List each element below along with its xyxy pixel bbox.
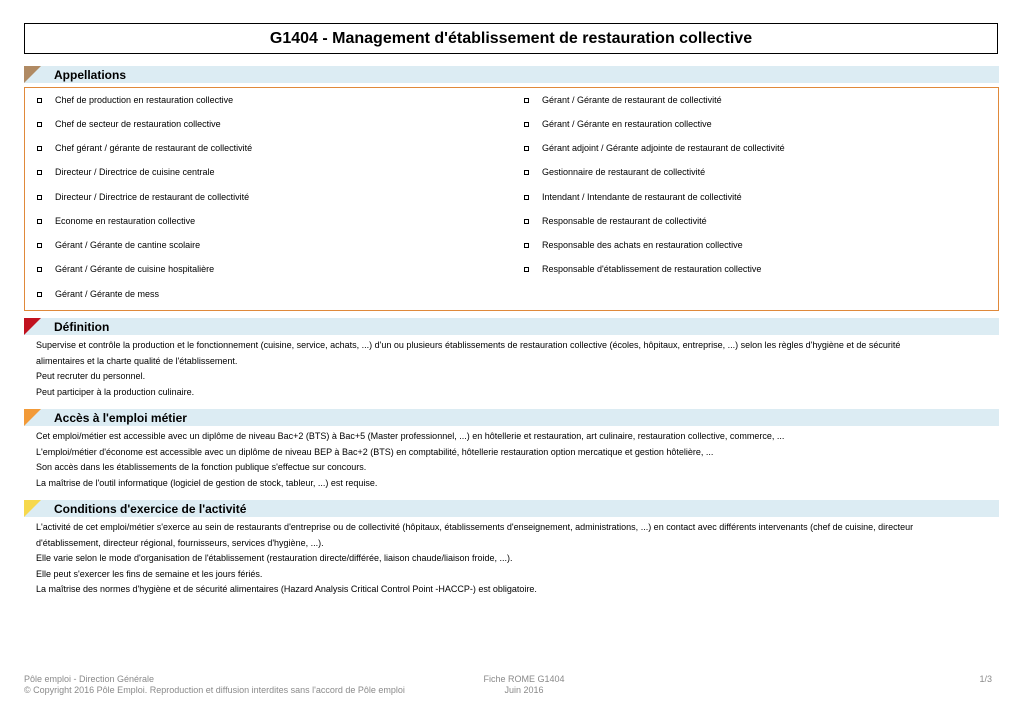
- checkbox-icon: [37, 267, 42, 272]
- checkbox-icon: [37, 170, 42, 175]
- list-item: [522, 190, 742, 204]
- section-flag-icon: [24, 318, 41, 335]
- list-item: [35, 165, 215, 179]
- appellation-label: Chef de secteur de restauration collective: [55, 119, 221, 129]
- list-item: [522, 165, 705, 179]
- text-line: d'établissement, directeur régional, fournisseurs, services d'hygiène, ...).: [36, 537, 324, 548]
- checkbox-icon: [524, 122, 529, 127]
- text-line: Elle varie selon le mode d'organisation de l'établissement (restauration directe/différée, liaison chaude/liaison froide, ...).: [36, 553, 513, 563]
- checkbox-icon: [524, 98, 529, 103]
- appellation-label: Directeur / Directrice de restaurant de collectivité: [55, 192, 250, 202]
- checkbox-icon: [37, 195, 42, 200]
- appellation-label: Gérant adjoint / Gérante adjointe de restaurant de collectivité: [542, 143, 785, 153]
- appellation-label: Responsable des achats en restauration collective: [542, 240, 743, 250]
- appellation-label: Gérant / Gérante de restaurant de collectivité: [542, 95, 722, 105]
- text-line: L'activité de cet emploi/métier s'exerce au sein de restaurants d'entreprise ou de collectivité (hôpitaux, établissements d'enseignement, administrations, ...) en contact avec différents intervenants (chef de cuisine, directeur: [36, 522, 914, 532]
- appellation-label: Chef de production en restauration collective: [55, 95, 234, 105]
- footer-fiche: Fiche ROME G1404: [483, 674, 565, 684]
- text-line: Elle peut s'exercer les fins de semaine et les jours fériés.: [36, 568, 263, 579]
- list-item: [35, 190, 249, 204]
- section-title-conditions: Conditions d'exercice de l'activité: [54, 501, 247, 516]
- list-item: [522, 214, 707, 228]
- text-line: L'emploi/métier d'économe est accessible avec un diplôme de niveau BEP à Bac+2 (BTS) en comptabilité, hôtellerie restauration option mercatique et gestion hôtelière, ...: [36, 446, 714, 457]
- appellation-label: Responsable de restaurant de collectivité: [542, 216, 707, 226]
- text-line: Peut participer à la production culinaire.: [36, 386, 195, 397]
- list-item: [35, 93, 233, 107]
- appellations-list: [24, 87, 999, 311]
- flag-triangle: [24, 318, 41, 335]
- list-item: [522, 262, 761, 276]
- section-flag-icon: [24, 500, 41, 517]
- checkbox-icon: [37, 243, 42, 248]
- list-item: [35, 287, 159, 301]
- checkbox-icon: [37, 146, 42, 151]
- appellation-label: Gérant / Gérante de mess: [55, 289, 160, 299]
- definition-text: [36, 338, 986, 400]
- list-item: [522, 117, 712, 131]
- section-header-appellations: [24, 66, 999, 83]
- text-line: La maîtrise des normes d'hygiène et de sécurité alimentaires (Hazard Analysis Critical Control Point -HACCP-) est obligatoire.: [36, 584, 537, 594]
- flag-triangle: [24, 409, 41, 426]
- list-item: [35, 214, 195, 228]
- appellation-label: Gérant / Gérante en restauration collective: [542, 119, 712, 129]
- footer-org: Pôle emploi - Direction Générale: [24, 674, 155, 684]
- section-header-acces: [24, 409, 999, 426]
- appellation-label: Gestionnaire de restaurant de collectivité: [542, 167, 706, 177]
- appellation-label: Responsable d'établissement de restauration collective: [542, 264, 762, 274]
- list-item: [522, 141, 785, 155]
- appellation-label: Chef gérant / gérante de restaurant de collectivité: [55, 143, 253, 153]
- checkbox-icon: [37, 122, 42, 127]
- appellation-label: Econome en restauration collective: [55, 216, 196, 226]
- section-title-appellations: Appellations: [54, 67, 127, 82]
- text-line: La maîtrise de l'outil informatique (logiciel de gestion de stock, tableur, ...) est requise.: [36, 477, 378, 488]
- section-title-definition: Définition: [54, 319, 110, 334]
- footer-copyright: © Copyright 2016 Pôle Emploi. Reproduction et diffusion interdites sans l'accord de Pôle emploi: [24, 685, 405, 695]
- checkbox-icon: [524, 219, 529, 224]
- section-header-conditions: [24, 500, 999, 517]
- footer-center: [480, 674, 568, 696]
- checkbox-icon: [37, 98, 42, 103]
- text-line: Peut recruter du personnel.: [36, 371, 146, 381]
- checkbox-icon: [524, 195, 529, 200]
- acces-text: [36, 429, 986, 491]
- conditions-text: [36, 520, 986, 598]
- appellation-label: Gérant / Gérante de cuisine hospitalière: [55, 264, 215, 274]
- list-item: [522, 93, 722, 107]
- text-line: Cet emploi/métier est accessible avec un diplôme de niveau Bac+2 (BTS) à Bac+5 (Master professionnel, ...) en hôtellerie et restauration, art culinaire, restauration collective, commerce, ...: [36, 431, 785, 441]
- text-line: Supervise et contrôle la production et le fonctionnement (cuisine, service, achats, ...) d'un ou plusieurs établissements de restauration collective (écoles, hôpitaux, entreprise, ...) selon les règles d'hygiène et de sécurité: [36, 340, 901, 350]
- list-item: [35, 117, 221, 131]
- flag-triangle: [24, 500, 41, 517]
- checkbox-icon: [37, 292, 42, 297]
- checkbox-icon: [524, 146, 529, 151]
- list-item: [35, 262, 214, 276]
- list-item: [35, 238, 200, 252]
- section-flag-icon: [24, 66, 41, 83]
- section-header-definition: [24, 318, 999, 335]
- section-title-acces: Accès à l'emploi métier: [54, 410, 187, 425]
- list-item: [35, 141, 252, 155]
- text-line: alimentaires et la charte qualité de l'établissement.: [36, 355, 238, 366]
- page-number: 1/3: [979, 674, 992, 684]
- checkbox-icon: [524, 170, 529, 175]
- footer-left: [24, 674, 405, 696]
- appellation-label: Intendant / Intendante de restaurant de collectivité: [542, 192, 742, 202]
- checkbox-icon: [524, 267, 529, 272]
- section-flag-icon: [24, 409, 41, 426]
- appellation-label: Directeur / Directrice de cuisine centrale: [55, 167, 215, 177]
- flag-triangle: [24, 66, 41, 83]
- list-item: [522, 238, 743, 252]
- footer-date: Juin 2016: [504, 685, 544, 695]
- checkbox-icon: [524, 243, 529, 248]
- text-line: Son accès dans les établissements de la fonction publique s'effectue sur concours.: [36, 462, 367, 472]
- page-title: G1404 - Management d'établissement de restauration collective: [24, 23, 998, 54]
- checkbox-icon: [37, 219, 42, 224]
- appellation-label: Gérant / Gérante de cantine scolaire: [55, 240, 201, 250]
